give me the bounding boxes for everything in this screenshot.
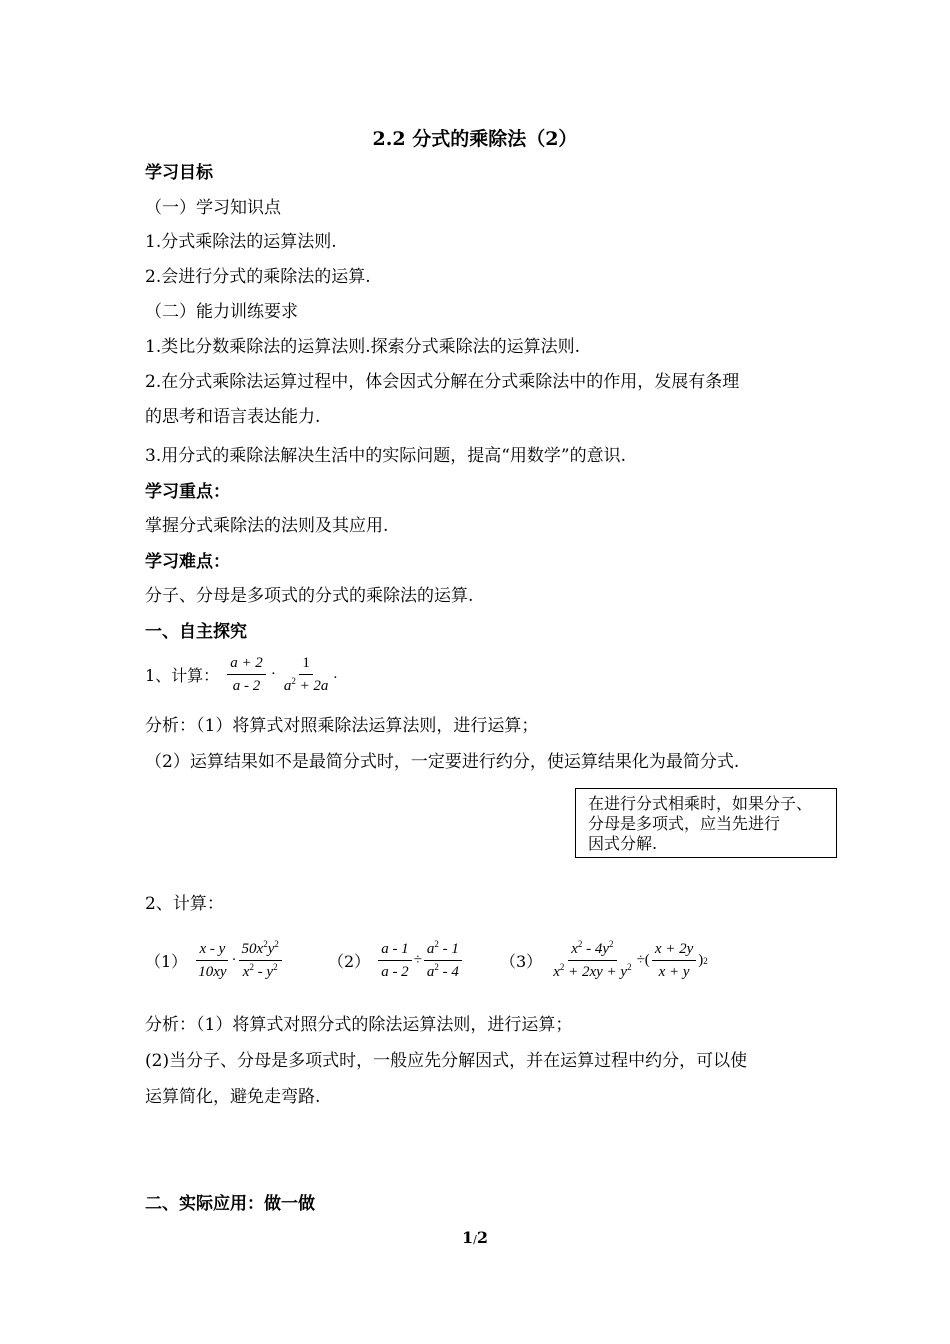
difficulty-text: 分子、分母是多项式的分式的乘除法的运算.: [145, 586, 474, 606]
q2-part-3: （3） $\frac{x^2 - 4y^2}{x^2 + 2xy + y^2}$ ÷( $\frac{x + 2y}{x + y}$ ) 2: [500, 939, 708, 980]
q2-p1-fraction-1: $\frac{x - y}{10xy}$: [198, 941, 227, 980]
q2-p2-fraction-1: $\frac{a - 1}{a - 2}$: [378, 940, 412, 981]
tip-box: [575, 788, 837, 858]
goals-a3: 3.用分式的乘除法解决生活中的实际问题，提高“用数学”的意识.: [145, 446, 627, 466]
key-point-heading: 学习重点：: [145, 482, 230, 502]
q2-part-1: （1） $\frac{x - y}{10xy}$ · $\frac{50x^2y^2}{x^2 - y^2}$: [145, 940, 284, 981]
analysis-4-line1: (2)当分子、分母是多项式时，一般应先分解因式，并在运算过程中约分，可以使: [145, 1051, 748, 1071]
q1-fraction-2: $\frac{1}{a^2 + 2a}$: [283, 655, 329, 694]
q2-p2-fraction-2: $\frac{a^2 - 1}{a^2 - 4}$: [424, 940, 462, 981]
analysis-4-line2: 运算简化，避免走弯路.: [145, 1087, 321, 1107]
goals-heading: 学习目标: [145, 163, 213, 183]
goals-k1: 1.分式乘除法的运算法则.: [145, 232, 337, 252]
tip-line-3: 因式分解.: [588, 834, 658, 853]
q2-p3-fraction-2: $\frac{x + 2y}{x + y}$: [652, 940, 696, 981]
q2-part-2: （2） $\frac{a - 1}{a - 2}$ ÷ $\frac{a^2 - 1}{a^2 - 4}$: [328, 940, 464, 981]
q2-p1-fraction-2: $\frac{50x^2y^2}{x^2 - y^2}$: [239, 940, 282, 981]
page-number: 1/2: [462, 1228, 488, 1247]
key-point-text: 掌握分式乘除法的法则及其应用.: [145, 516, 389, 536]
goals-a2-line2: 的思考和语言表达能力.: [145, 407, 321, 427]
goals-part1: （一）学习知识点: [145, 198, 281, 218]
q1-label: 1、计算：: [145, 666, 220, 685]
q1-fraction-1: $\frac{a + 2}{a - 2}$: [227, 654, 266, 695]
goals-part2: （二）能力训练要求: [145, 302, 298, 322]
analysis-2: （2）运算结果如不是最简分式时，一定要进行约分，使运算结果化为最简分式.: [145, 752, 740, 772]
tip-line-1: 在进行分式相乘时，如果分子、: [588, 794, 813, 813]
analysis-3: 分析：（1）将算式对照分式的除法运算法则，进行运算；: [145, 1015, 573, 1035]
analysis-1: 分析：（1）将算式对照乘除法运算法则，进行运算；: [145, 716, 539, 736]
goals-k2: 2.会进行分式的乘除法的运算.: [145, 267, 371, 287]
goals-a1: 1.类比分数乘除法的运算法则.探索分式乘除法的运算法则.: [145, 337, 581, 357]
question-1: 1、计算： $\frac{a + 2}{a - 2}$ · $\frac{1}{a^2 + 2a}$ .: [145, 655, 338, 694]
tip-line-2: 分母是多项式，应当先进行: [588, 814, 781, 833]
section1-heading: 一、自主探究: [145, 622, 247, 642]
section2-heading: 二、实际应用：做一做: [145, 1194, 315, 1214]
difficulty-heading: 学习难点：: [145, 552, 230, 572]
page-title: 2.2 分式的乘除法（2）: [372, 128, 578, 150]
goals-a2-line1: 2.在分式乘除法运算过程中，体会因式分解在分式乘除法中的作用，发展有条理: [145, 372, 740, 392]
q2-label: 2、计算：: [145, 894, 224, 914]
q2-p3-fraction-1: $\frac{x^2 - 4y^2}{x^2 + 2xy + y^2}$: [553, 939, 632, 980]
